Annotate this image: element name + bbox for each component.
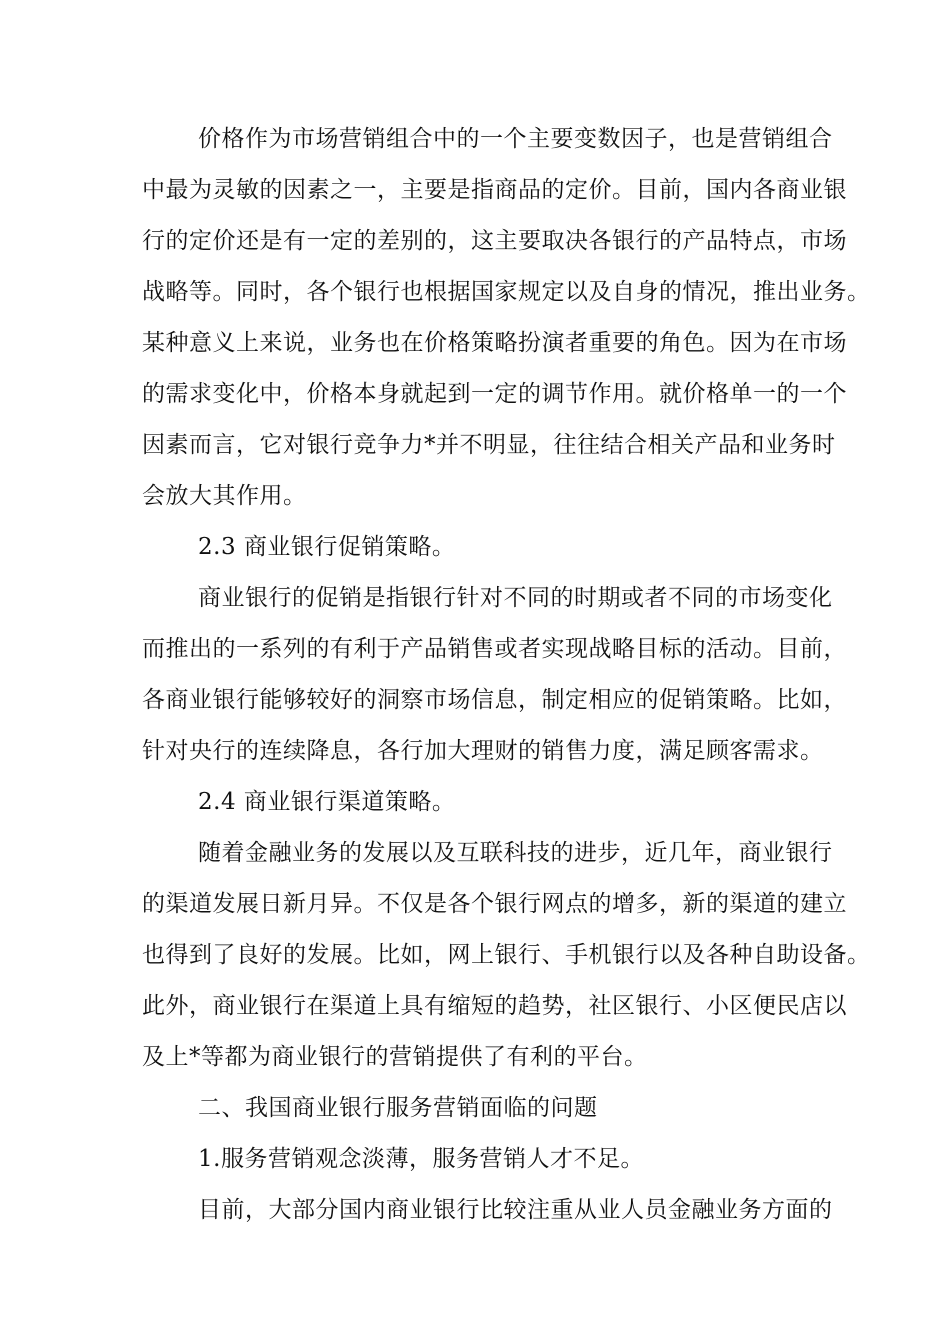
paragraph-line: 随着金融业务的发展以及互联科技的进步，近几年，商业银行	[198, 840, 833, 866]
paragraph-line: 中最为灵敏的因素之一，主要是指商品的定价。目前，国内各商业银	[142, 177, 847, 203]
section-heading: 二、我国商业银行服务营销面临的问题	[198, 1095, 598, 1121]
paragraph-line: 针对央行的连续降息，各行加大理财的销售力度，满足顾客需求。	[142, 738, 824, 764]
paragraph-line: 的需求变化中，价格本身就起到一定的调节作用。就价格单一的一个	[142, 381, 847, 407]
paragraph-line: 目前，大部分国内商业银行比较注重从业人员金融业务方面的	[198, 1197, 833, 1223]
paragraph-line: 会放大其作用。	[142, 483, 307, 509]
subsection-heading: 1.服务营销观念淡薄，服务营销人才不足。	[198, 1146, 644, 1172]
paragraph-line: 而推出的一系列的有利于产品销售或者实现战略目标的活动。目前，	[142, 636, 847, 662]
paragraph-line: 价格作为市场营销组合中的一个主要变数因子，也是营销组合	[198, 126, 833, 152]
paragraph-line: 战略等。同时，各个银行也根据国家规定以及自身的情况，推出业务。	[142, 279, 871, 305]
paragraph-line: 因素而言，它对银行竞争力*并不明显，往往结合相关产品和业务时	[142, 432, 836, 458]
paragraph-line: 的渠道发展日新月异。不仅是各个银行网点的增多，新的渠道的建立	[142, 891, 847, 917]
paragraph-line: 各商业银行能够较好的洞察市场信息，制定相应的促销策略。比如，	[142, 687, 847, 713]
paragraph-line: 此外，商业银行在渠道上具有缩短的趋势，社区银行、小区便民店以	[142, 993, 847, 1019]
paragraph-line: 商业银行的促销是指银行针对不同的时期或者不同的市场变化	[198, 585, 833, 611]
paragraph-line: 及上*等都为商业银行的营销提供了有利的平台。	[142, 1044, 648, 1070]
section-heading: 2.3 商业银行促销策略。	[198, 534, 456, 560]
paragraph-line: 也得到了良好的发展。比如，网上银行、手机银行以及各种自助设备。	[142, 942, 871, 968]
paragraph-line: 行的定价还是有一定的差别的，这主要取决各银行的产品特点，市场	[142, 228, 847, 254]
paragraph-line: 某种意义上来说，业务也在价格策略扮演者重要的角色。因为在市场	[142, 330, 847, 356]
section-heading: 2.4 商业银行渠道策略。	[198, 789, 456, 815]
